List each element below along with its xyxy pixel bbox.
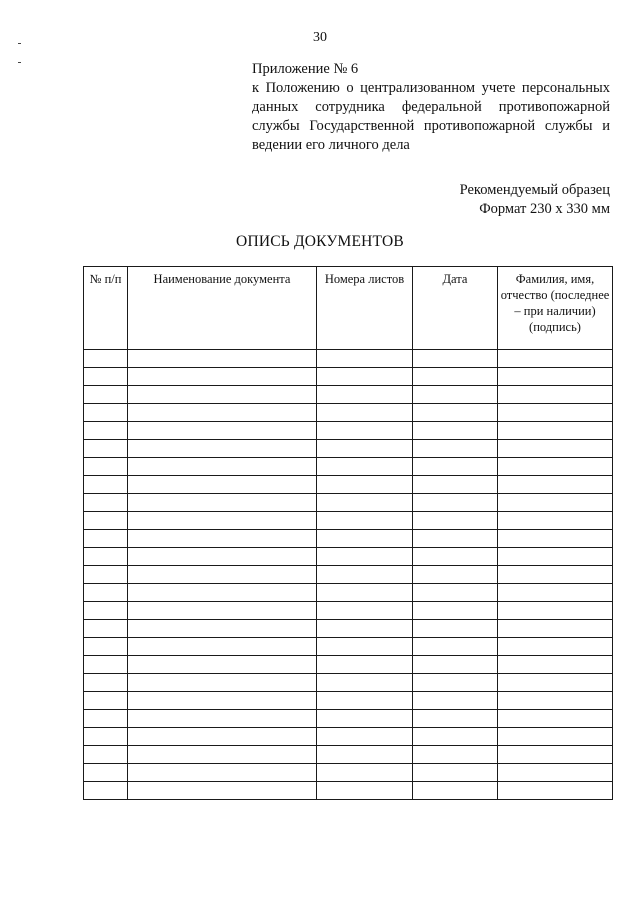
table-cell: [128, 440, 317, 458]
table-cell: [84, 692, 128, 710]
table-cell: [84, 512, 128, 530]
table-cell: [84, 728, 128, 746]
table-cell: [84, 422, 128, 440]
table-cell: [498, 620, 613, 638]
table-cell: [84, 566, 128, 584]
document-title: ОПИСЬ ДОКУМЕНТОВ: [236, 233, 404, 250]
table-cell: [498, 566, 613, 584]
table-cell: [498, 584, 613, 602]
table-cell: [413, 764, 498, 782]
table-row: [84, 566, 613, 584]
table-cell: [84, 710, 128, 728]
column-header-document-name: Наименование документа: [128, 267, 317, 350]
column-header-signature: Фамилия, имя, отчество (последнее – при наличии) (подпись): [498, 267, 613, 350]
table-cell: [413, 422, 498, 440]
table-cell: [84, 476, 128, 494]
table-cell: [498, 350, 613, 368]
table-cell: [413, 656, 498, 674]
table-cell: [498, 422, 613, 440]
table-cell: [413, 782, 498, 800]
table-header-row: [84, 267, 613, 350]
table-cell: [413, 674, 498, 692]
table-cell: [498, 746, 613, 764]
sample-note: [460, 181, 610, 219]
table-cell: [317, 386, 413, 404]
page-number: 30: [313, 30, 327, 45]
table-row: [84, 602, 613, 620]
appendix-header: [252, 60, 610, 155]
table-row: [84, 386, 613, 404]
table-cell: [317, 656, 413, 674]
table-cell: [317, 674, 413, 692]
table-cell: [84, 620, 128, 638]
table-row: [84, 620, 613, 638]
table-cell: [413, 692, 498, 710]
table-row: [84, 368, 613, 386]
table-cell: [84, 584, 128, 602]
table-cell: [498, 530, 613, 548]
table-cell: [498, 674, 613, 692]
table-cell: [317, 548, 413, 566]
table-cell: [128, 494, 317, 512]
table-cell: [128, 710, 317, 728]
table-row: [84, 476, 613, 494]
table-cell: [317, 476, 413, 494]
table-cell: [84, 368, 128, 386]
table-cell: [317, 458, 413, 476]
table-cell: [317, 566, 413, 584]
table-cell: [498, 782, 613, 800]
table-row: [84, 530, 613, 548]
table-cell: [498, 692, 613, 710]
appendix-title: Приложение № 6: [252, 61, 359, 77]
table-cell: [317, 350, 413, 368]
table-cell: [413, 440, 498, 458]
table-cell: [413, 602, 498, 620]
table-cell: [128, 674, 317, 692]
table-cell: [84, 530, 128, 548]
table-row: [84, 458, 613, 476]
table-cell: [128, 512, 317, 530]
table-cell: [498, 638, 613, 656]
table-cell: [498, 458, 613, 476]
column-header-sheet-numbers: Номера листов: [317, 267, 413, 350]
table-cell: [128, 386, 317, 404]
table-cell: [317, 512, 413, 530]
table-cell: [498, 710, 613, 728]
table-body: [84, 350, 613, 800]
table-cell: [413, 638, 498, 656]
table-cell: [128, 656, 317, 674]
table-cell: [317, 710, 413, 728]
table-cell: [317, 728, 413, 746]
table-row: [84, 764, 613, 782]
table-cell: [128, 746, 317, 764]
table-cell: [128, 368, 317, 386]
inventory-table: [83, 266, 613, 800]
table-cell: [84, 602, 128, 620]
table-cell: [317, 422, 413, 440]
table-cell: [128, 566, 317, 584]
table-cell: [128, 458, 317, 476]
table-cell: [413, 566, 498, 584]
table-cell: [413, 386, 498, 404]
table-cell: [84, 746, 128, 764]
table-cell: [317, 746, 413, 764]
column-header-date: Дата: [413, 267, 498, 350]
table-cell: [128, 782, 317, 800]
table-row: [84, 584, 613, 602]
table-cell: [317, 782, 413, 800]
table-row: [84, 440, 613, 458]
table-row: [84, 782, 613, 800]
table-cell: [84, 350, 128, 368]
table-cell: [128, 638, 317, 656]
table-row: [84, 674, 613, 692]
table-row: [84, 728, 613, 746]
table-row: [84, 404, 613, 422]
table-cell: [413, 350, 498, 368]
table-cell: [498, 368, 613, 386]
margin-mark: [18, 62, 21, 63]
table-cell: [128, 584, 317, 602]
table-cell: [413, 404, 498, 422]
table-cell: [128, 548, 317, 566]
table-cell: [498, 494, 613, 512]
table-cell: [317, 620, 413, 638]
table-cell: [84, 440, 128, 458]
table-cell: [498, 386, 613, 404]
table-cell: [128, 530, 317, 548]
table-cell: [84, 494, 128, 512]
table-cell: [498, 656, 613, 674]
table-cell: [84, 458, 128, 476]
table-cell: [84, 638, 128, 656]
sample-label: Рекомендуемый образец: [459, 182, 610, 198]
table-cell: [128, 350, 317, 368]
table-cell: [317, 368, 413, 386]
table-cell: [498, 404, 613, 422]
table-cell: [128, 404, 317, 422]
table-cell: [128, 422, 317, 440]
table-cell: [128, 476, 317, 494]
table-cell: [84, 548, 128, 566]
table-cell: [84, 404, 128, 422]
table-cell: [413, 476, 498, 494]
table-cell: [84, 782, 128, 800]
table-cell: [317, 404, 413, 422]
table-cell: [498, 440, 613, 458]
table-cell: [413, 512, 498, 530]
table-cell: [128, 728, 317, 746]
table-cell: [498, 764, 613, 782]
table-cell: [413, 368, 498, 386]
appendix-reference: к Положению о централизованном учете персональных данных сотрудника федеральной противопожарной службы Государственной противопожарной службы и ведении его личного дела: [252, 80, 610, 153]
table-row: [84, 638, 613, 656]
table-cell: [413, 530, 498, 548]
table-cell: [498, 728, 613, 746]
table-cell: [498, 548, 613, 566]
table-row: [84, 656, 613, 674]
table-cell: [84, 674, 128, 692]
table-row: [84, 422, 613, 440]
table-row: [84, 692, 613, 710]
table-cell: [413, 710, 498, 728]
table-row: [84, 548, 613, 566]
table-cell: [498, 602, 613, 620]
table-cell: [317, 638, 413, 656]
table-cell: [128, 692, 317, 710]
table-cell: [84, 656, 128, 674]
table-cell: [498, 512, 613, 530]
table-row: [84, 350, 613, 368]
table-cell: [317, 440, 413, 458]
table-cell: [128, 764, 317, 782]
table-cell: [413, 620, 498, 638]
column-header-number: № п/п: [84, 267, 128, 350]
table-cell: [413, 746, 498, 764]
table-cell: [84, 386, 128, 404]
table-cell: [317, 764, 413, 782]
table-row: [84, 746, 613, 764]
table-row: [84, 494, 613, 512]
table-cell: [317, 602, 413, 620]
table-row: [84, 512, 613, 530]
table-cell: [413, 458, 498, 476]
table-cell: [317, 494, 413, 512]
table-cell: [413, 584, 498, 602]
table-cell: [413, 494, 498, 512]
table-cell: [317, 692, 413, 710]
table-cell: [413, 548, 498, 566]
format-label: Формат 230 х 330 мм: [479, 201, 610, 217]
table-cell: [128, 602, 317, 620]
table-cell: [317, 530, 413, 548]
table-cell: [84, 764, 128, 782]
table-cell: [317, 584, 413, 602]
table-cell: [413, 728, 498, 746]
table-cell: [128, 620, 317, 638]
table-row: [84, 710, 613, 728]
table-cell: [498, 476, 613, 494]
